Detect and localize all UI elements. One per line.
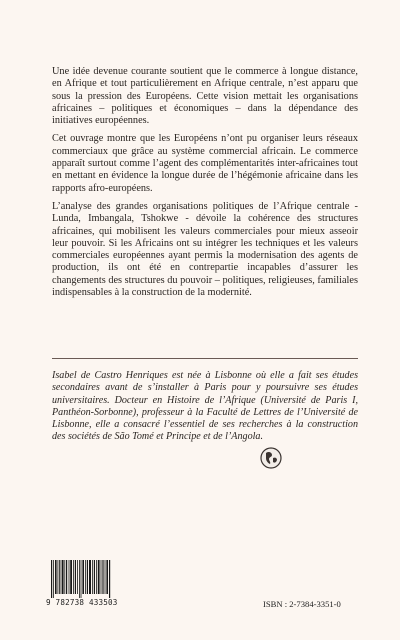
blurb-paragraph-1: Une idée devenue courante soutient que le commerce à longue distance, en Afrique et tout particulièrement en Afrique centrale, n’est apparu que sous la pression des Européens. Cette vision mettait les organisations africaines – politiques et économiques – dans la dépendance des initiatives européennes. (52, 66, 358, 127)
blurb-paragraph-3: L’analyse des grandes organisations politiques de l’Afrique centrale - Lunda, Imbangala, Tshokwe - dévoile la cohérence des structures africaines, qui mobilisent les valeurs commerciales pour mieux asseoir leur pouvoir. Si les Africains ont su intégrer les techniques et les valeurs commerciales européennes ayant permis la modernisation des agents de production, ils ont été en contrepartie incapables d’assurer les changements des structures du pouvoir – politiques, religieuses, familiales indispensables à la construction de la modernité. (52, 200, 358, 299)
author-bio-text: Isabel de Castro Henriques est née à Lisbonne où elle a fait ses études secondaires avant de s’installer à Paris pour y poursuivre ses études universitaires. Docteur en Histoire de l’Afrique (Université de Paris I, Panthéon-Sorbonne), professeur à la Faculté de Lettres de l’Université de Lisbonne, elle a consacré l’essentiel de ses recherches à la construction des sociétés de São Tomé et Principe et de l’Angola. (52, 370, 358, 443)
isbn: ISBN : 2-7384-3351-0 (263, 599, 341, 609)
barcode-number: 9 782738 433503 (46, 598, 118, 607)
author-bio (52, 370, 358, 444)
globe-logo-icon (260, 447, 282, 469)
blurb-paragraph-2: Cet ouvrage montre que les Européens n’ont pu organiser leurs réseaux commerciaux que grâce au système commercial africain. Le commerce apparaît surtout comme l’agent des complémentarités inter-africaines tout en mettant en évidence la longue durée de l’hégémonie africaine dans les rapports afro-européens. (52, 133, 358, 194)
barcode-icon (50, 560, 112, 598)
blurb-text (52, 66, 358, 305)
divider (52, 358, 358, 359)
